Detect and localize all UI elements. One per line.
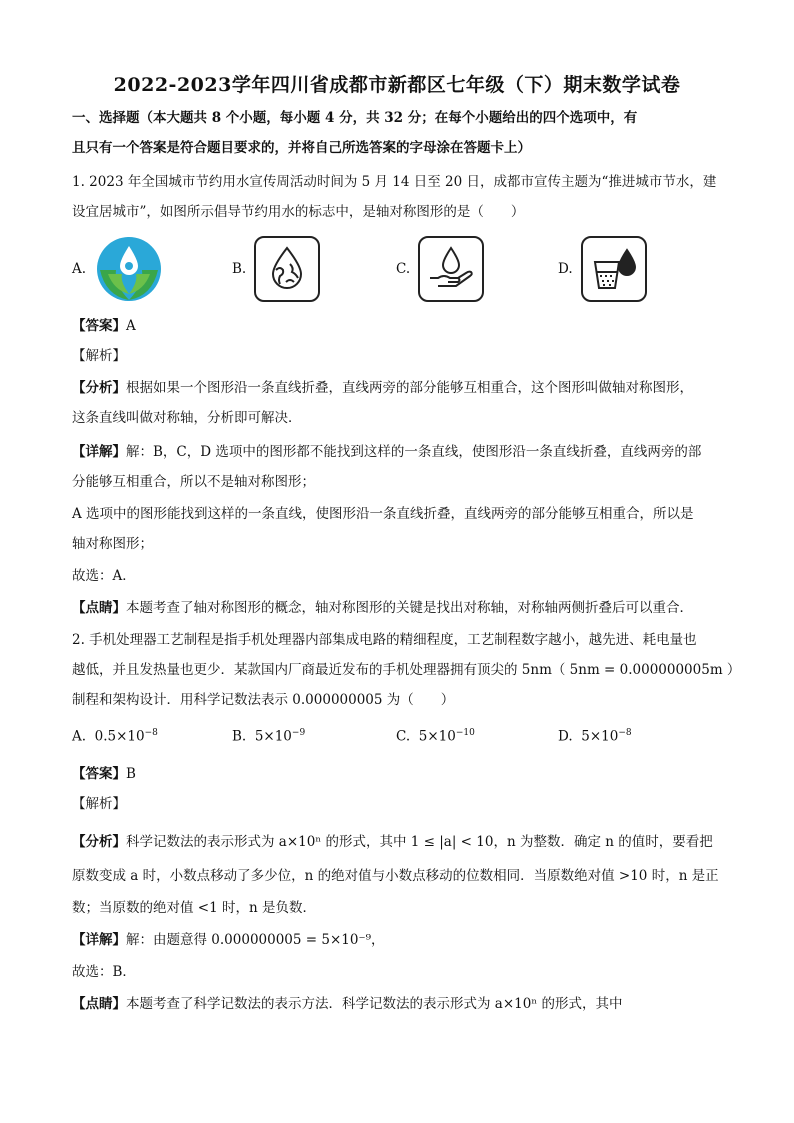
option-exp: −9 <box>291 728 306 738</box>
q1-answer <box>72 316 722 336</box>
q2-choose: 故选：B． <box>72 964 136 980</box>
xiangjie-tag: 【详解】 <box>72 932 126 948</box>
q1-option-d <box>558 234 647 304</box>
cup-drop-icon <box>581 236 647 302</box>
q1-option-b <box>232 234 320 304</box>
dianjing-text: 本题考查了轴对称图形的概念，轴对称图形的关键是找出对称轴，对称轴两侧折叠后可以重合． <box>126 600 693 616</box>
q1-xiangjie-line1 <box>72 442 722 462</box>
q2-stem-line3: 制程和架构设计．用科学记数法表示 0.000000005 为（ ） <box>72 692 455 708</box>
fenxi-tag: 【分析】 <box>72 834 126 850</box>
q2-fenxi-line1 <box>72 832 722 852</box>
xiangjie-tag: 【详解】 <box>72 444 126 460</box>
xiangjie-text: 解：B，C，D 选项中的图形都不能找到这样的一条直线，使图形沿一条直线折叠，直线两旁的部 <box>126 444 702 460</box>
q1-options <box>72 234 722 304</box>
option-label: D. <box>558 728 573 745</box>
fenxi-tag: 【分析】 <box>72 380 126 396</box>
answer-value: A <box>126 318 136 334</box>
q2-dianjing <box>72 994 722 1014</box>
water-logo-icon <box>94 234 164 304</box>
q2-option-c <box>396 728 475 745</box>
option-base: 0.5×10 <box>94 728 145 745</box>
q2-option-a <box>72 728 158 745</box>
q1-analysis-tag: 【解析】 <box>72 348 126 364</box>
fenxi-text: 科学记数法的表示形式为 a×10ⁿ 的形式，其中 1 ≤ |a| < 10，n 为整数．确定 n 的值时，要看把 <box>126 834 713 850</box>
option-base: 5×10 <box>418 728 456 745</box>
answer-tag: 【答案】 <box>72 318 126 334</box>
dianjing-tag: 【点睛】 <box>72 600 126 616</box>
q2-options <box>72 728 722 752</box>
option-exp: −10 <box>455 728 475 738</box>
q2-fenxi-line3: 数；当原数的绝对值 <1 时，n 是负数． <box>72 900 316 916</box>
q1-fenxi-line1 <box>72 378 722 398</box>
option-label: B. <box>232 261 247 277</box>
q2-option-b <box>232 728 305 745</box>
option-label: A. <box>72 728 87 745</box>
q1-stem-line2: 设宜居城市”，如图所示倡导节约用水的标志中，是轴对称图形的是（ ） <box>72 204 525 220</box>
q2-fenxi-line2: 原数变成 a 时，小数点移动了多少位，n 的绝对值与小数点移动的位数相同．当原数绝对值 >10 时，n 是正 <box>72 868 719 884</box>
hand-drop-icon <box>418 236 484 302</box>
option-label: D. <box>558 261 573 277</box>
q2-xiangjie <box>72 930 722 950</box>
option-base: 5×10 <box>581 728 619 745</box>
answer-value: B <box>126 766 136 782</box>
q1-fenxi-line2: 这条直线叫做对称轴，分析即可解决． <box>72 410 302 426</box>
page-title: 2022-2023学年四川省成都市新都区七年级（下）期末数学试卷 <box>113 74 681 96</box>
option-label: C. <box>396 728 411 745</box>
q1-xiangjie-line3: A 选项中的图形能找到这样的一条直线，使图形沿一条直线折叠，直线两旁的部分能够互相重合，所以是 <box>72 506 694 522</box>
xiangjie-text: 解：由题意得 0.000000005 = 5×10⁻⁹， <box>126 932 385 948</box>
q1-xiangjie-line4: 轴对称图形； <box>72 536 153 552</box>
dianjing-tag: 【点睛】 <box>72 996 126 1012</box>
dianjing-text: 本题考查了科学记数法的表示方法．科学记数法的表示形式为 a×10ⁿ 的形式，其中 <box>126 996 623 1012</box>
option-base: 5×10 <box>254 728 292 745</box>
q2-answer <box>72 764 722 784</box>
section-heading-line2: 且只有一个答案是符合题目要求的，并将自己所选答案的字母涂在答题卡上） <box>72 140 531 156</box>
q2-stem-line2: 越低，并且发热量也更少．某款国内厂商最近发布的手机处理器拥有顶尖的 5nm（ 5nm = 0.000000005m ） <box>72 662 741 678</box>
q2-analysis-tag: 【解析】 <box>72 796 126 812</box>
option-label: B. <box>232 728 247 745</box>
option-exp: −8 <box>144 728 158 738</box>
option-exp: −8 <box>618 728 632 738</box>
q2-option-d <box>558 728 632 745</box>
q1-xiangjie-line2: 分能够互相重合，所以不是轴对称图形； <box>72 474 315 490</box>
earth-drop-icon <box>254 236 320 302</box>
q1-option-a <box>72 234 164 304</box>
option-label: A. <box>72 261 87 277</box>
option-label: C. <box>396 261 411 277</box>
q1-option-c <box>396 234 484 304</box>
answer-tag: 【答案】 <box>72 766 126 782</box>
q1-stem-line1: 1. 2023 年全国城市节约用水宣传周活动时间为 5 月 14 日至 20 日，成都市宣传主题为“推进城市节水，建 <box>72 174 717 190</box>
section-heading-line1: 一、选择题（本大题共 8 个小题，每小题 4 分，共 32 分；在每个小题给出的四个选项中，有 <box>72 110 638 126</box>
q1-choose: 故选：A． <box>72 568 136 584</box>
fenxi-text: 根据如果一个图形沿一条直线折叠，直线两旁的部分能够互相重合，这个图形叫做轴对称图形， <box>126 380 693 396</box>
q1-dianjing <box>72 598 722 618</box>
q2-stem-line1: 2. 手机处理器工艺制程是指手机处理器内部集成电路的精细程度，工艺制程数字越小，越先进、耗电量也 <box>72 632 697 648</box>
